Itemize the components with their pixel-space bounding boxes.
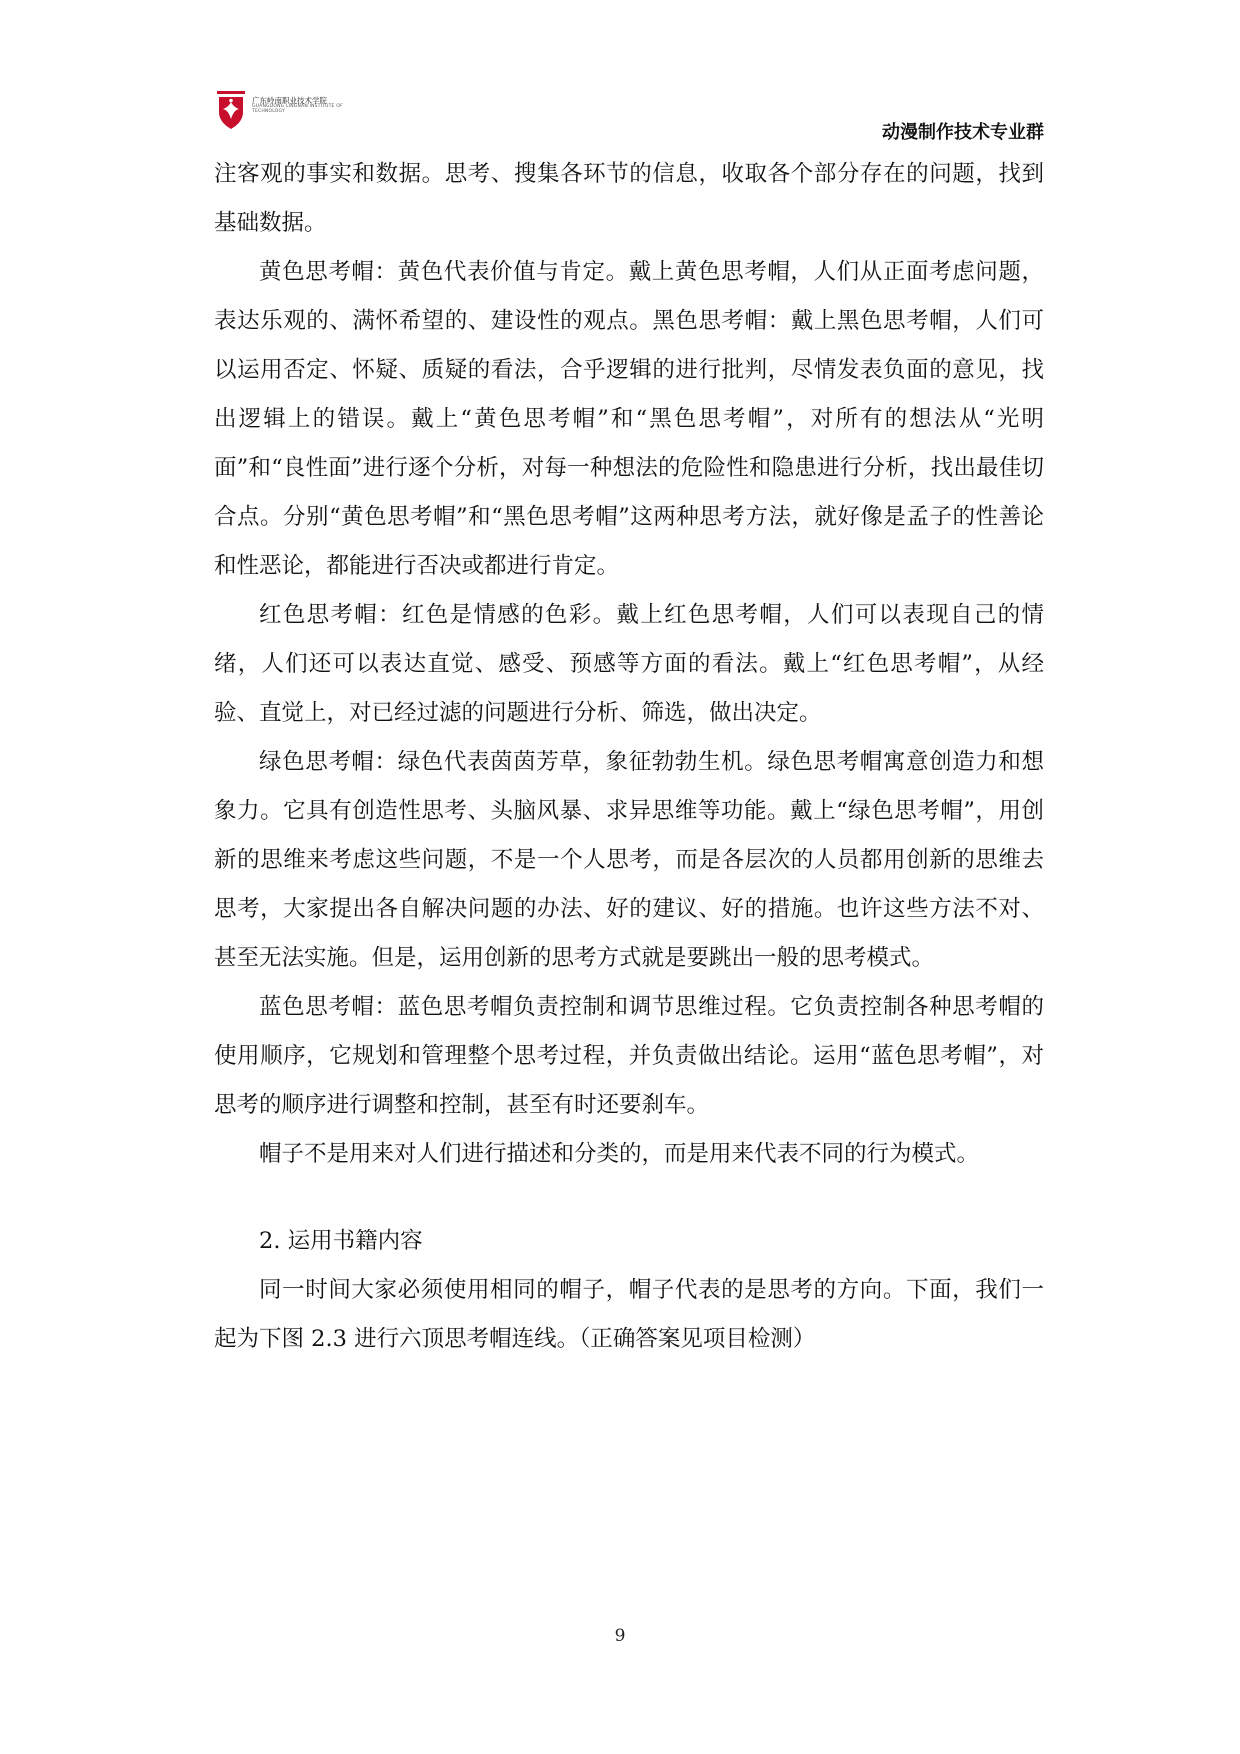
section-paragraph: 同一时间大家必须使用相同的帽子，帽子代表的是思考的方向。下面，我们一起为下图 2.3 进行六顶思考帽连线。（正确答案见项目检测） [214, 1277, 1044, 1352]
body-paragraph: 黄色思考帽：黄色代表价值与肯定。戴上黄色思考帽，人们从正面考虑问题，表达乐观的、满怀希望的、建设性的观点。黑色思考帽：戴上黑色思考帽，人们可以运用否定、怀疑、质疑的看法，合乎逻辑的进行批判，尽情发表负面的意见，找出逻辑上的错误。戴上“黄色思考帽”和“黑色思考帽”，对所有的想法从“光明面”和“良性面”进行逐个分析，对每一种想法的危险性和隐患进行分析，找出最佳切合点。分别“黄色思考帽”和“黑色思考帽”这两种思考方法，就好像是孟子的性善论和性恶论，都能进行否决或都进行肯定。 [214, 259, 1044, 579]
school-logo [216, 90, 356, 138]
body-paragraph: 帽子不是用来对人们进行描述和分类的，而是用来代表不同的行为模式。 [259, 1141, 980, 1167]
body-paragraph: 注客观的事实和数据。思考、搜集各环节的信息，收取各个部分存在的问题，找到基础数据。 [214, 161, 1044, 236]
page-number: 9 [614, 1626, 626, 1646]
section-heading: 2. 运用书籍内容 [259, 1228, 423, 1254]
body-paragraph: 红色思考帽：红色是情感的色彩。戴上红色思考帽，人们可以表现自己的情绪，人们还可以表达直觉、感受、预感等方面的看法。戴上“红色思考帽”，从经验、直觉上，对已经过滤的问题进行分析、筛选，做出决定。 [214, 602, 1044, 726]
body-paragraph: 绿色思考帽：绿色代表茵茵芳草，象征勃勃生机。绿色思考帽寓意创造力和想象力。它具有创造性思考、头脑风暴、求异思维等功能。戴上“绿色思考帽”，用创新的思维来考虑这些问题，不是一个人思考，而是各层次的人员都用创新的思维去思考，大家提出各自解决问题的办法、好的建议、好的措施。也许这些方法不对、甚至无法实施。但是，运用创新的思考方式就是要跳出一般的思考模式。 [214, 749, 1044, 971]
header-title: 动漫制作技术专业群 [882, 122, 1044, 143]
page-body [214, 150, 1044, 1364]
logo-school-english-name: GUANGDONG LINGNAN INSTITUTE OF TECHNOLOGY [252, 103, 343, 114]
logo-school-name: 广东岭南职业技术学院 [252, 96, 327, 105]
school-emblem-icon [216, 90, 246, 130]
body-paragraph: 蓝色思考帽：蓝色思考帽负责控制和调节思维过程。它负责控制各种思考帽的使用顺序，它规划和管理整个思考过程，并负责做出结论。运用“蓝色思考帽”，对思考的顺序进行调整和控制，甚至有时还要刹车。 [214, 994, 1044, 1118]
